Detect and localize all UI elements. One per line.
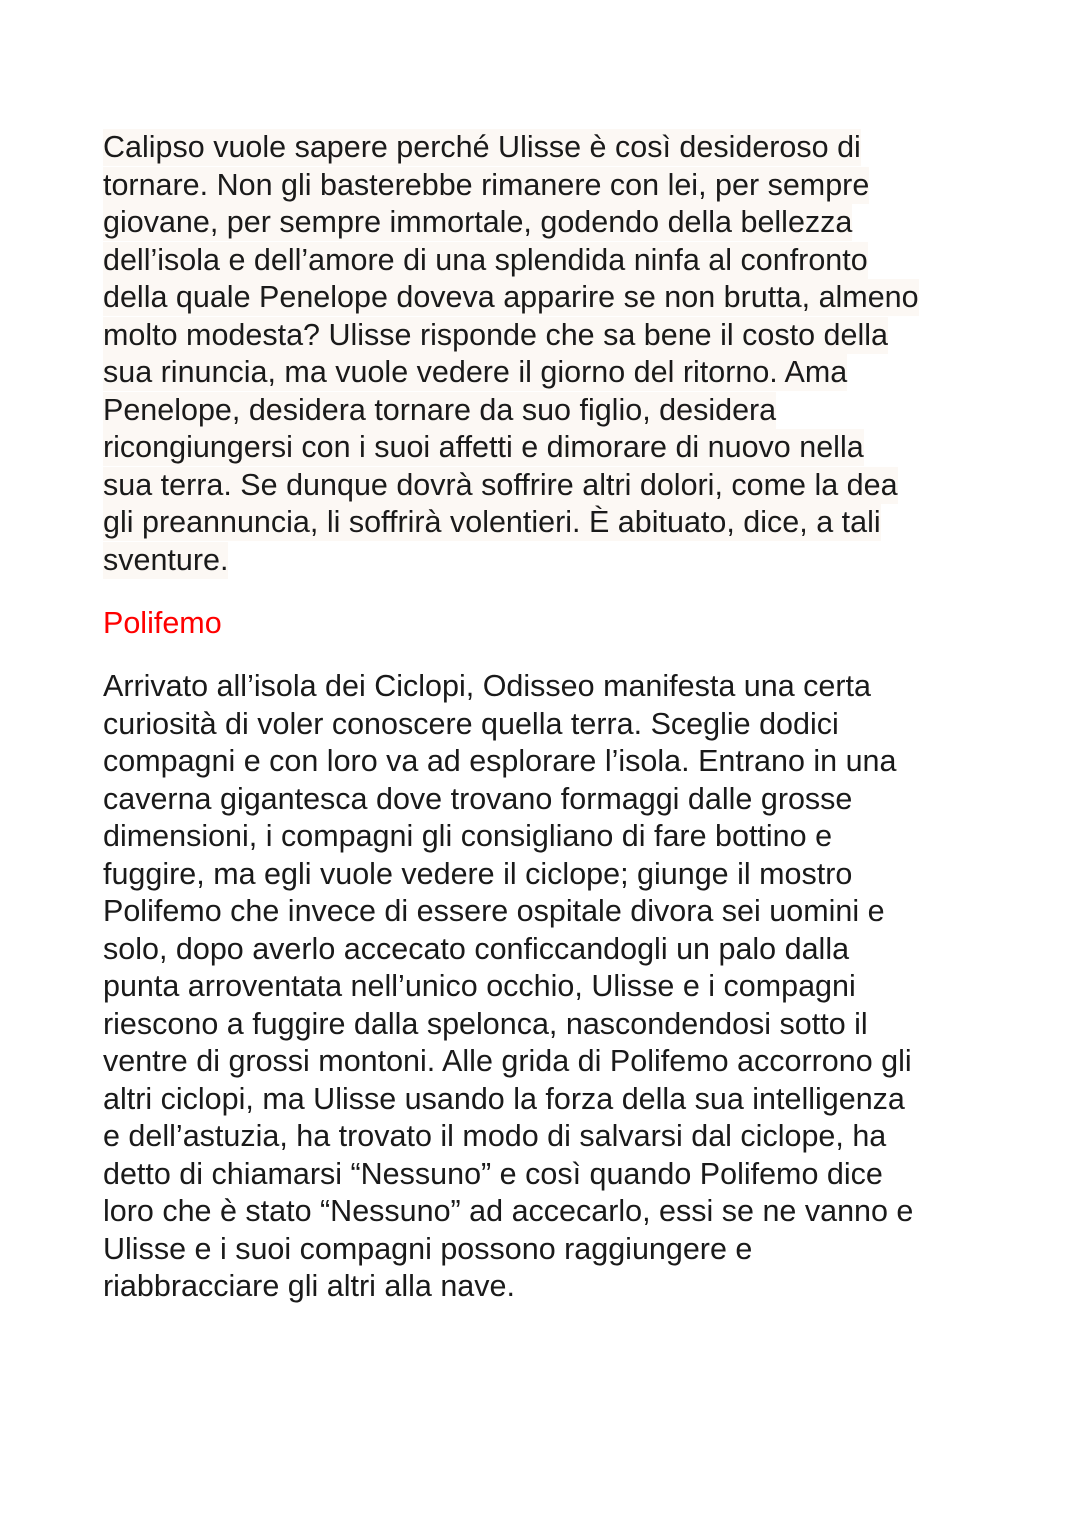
polifemo-paragraph-line: loro che è stato “Nessuno” ad accecarlo, essi se ne vanno e xyxy=(103,1194,914,1228)
calipso-paragraph-line: Calipso vuole sapere perché Ulisse è così desideroso di xyxy=(103,130,861,164)
calipso-paragraph-line: tornare. Non gli basterebbe rimanere con lei, per sempre xyxy=(103,168,870,202)
polifemo-paragraph-line: curiosità di voler conoscere quella terra. Sceglie dodici xyxy=(103,707,839,741)
section-heading-polifemo: Polifemo xyxy=(103,606,222,640)
calipso-paragraph-line: sua terra. Se dunque dovrà soffrire altri dolori, come la dea xyxy=(103,468,898,502)
calipso-paragraph-line: gli preannuncia, li soffrirà volentieri. È abituato, dice, a tali xyxy=(103,505,881,539)
polifemo-paragraph-line: detto di chiamarsi “Nessuno” e così quando Polifemo dice xyxy=(103,1157,883,1191)
polifemo-paragraph-line: ventre di grossi montoni. Alle grida di Polifemo accorrono gli xyxy=(103,1044,912,1078)
calipso-paragraph-line: sventure. xyxy=(103,543,229,577)
calipso-paragraph-line: ricongiungersi con i suoi affetti e dimorare di nuovo nella xyxy=(103,430,864,464)
calipso-paragraph-line: sua rinuncia, ma vuole vedere il giorno del ritorno. Ama xyxy=(103,355,848,389)
calipso-paragraph-line: Penelope, desidera tornare da suo figlio, desidera xyxy=(103,393,777,427)
polifemo-paragraph-line: solo, dopo averlo accecato conficcandogli un palo dalla xyxy=(103,932,850,966)
polifemo-paragraph-line: Polifemo che invece di essere ospitale divora sei uomini e xyxy=(103,894,885,928)
polifemo-paragraph-line: dimensioni, i compagni gli consigliano di fare bottino e xyxy=(103,819,833,853)
calipso-paragraph-line: della quale Penelope doveva apparire se non brutta, almeno xyxy=(103,280,919,314)
polifemo-paragraph-line: Arrivato all’isola dei Ciclopi, Odisseo manifesta una certa xyxy=(103,669,871,703)
polifemo-paragraph-line: compagni e con loro va ad esplorare l’isola. Entrano in una xyxy=(103,744,897,778)
polifemo-paragraph-line: punta arroventata nell’unico occhio, Ulisse e i compagni xyxy=(103,969,856,1003)
calipso-paragraph-line: giovane, per sempre immortale, godendo della bellezza xyxy=(103,205,853,239)
polifemo-paragraph-line: caverna gigantesca dove trovano formaggi dalle grosse xyxy=(103,782,853,816)
calipso-paragraph-line: molto modesta? Ulisse risponde che sa bene il costo della xyxy=(103,318,888,352)
polifemo-paragraph-line: riescono a fuggire dalla spelonca, nascondendosi sotto il xyxy=(103,1007,868,1041)
polifemo-paragraph-line: fuggire, ma egli vuole vedere il ciclope; giunge il mostro xyxy=(103,857,853,891)
polifemo-paragraph-line: riabbracciare gli altri alla nave. xyxy=(103,1269,515,1303)
polifemo-paragraph-line: e dell’astuzia, ha trovato il modo di salvarsi dal ciclope, ha xyxy=(103,1119,887,1153)
calipso-paragraph-line: dell’isola e dell’amore di una splendida ninfa al confronto xyxy=(103,243,868,277)
polifemo-paragraph-line: altri ciclopi, ma Ulisse usando la forza della sua intelligenza xyxy=(103,1082,905,1116)
polifemo-paragraph-line: Ulisse e i suoi compagni possono raggiungere e xyxy=(103,1232,753,1266)
